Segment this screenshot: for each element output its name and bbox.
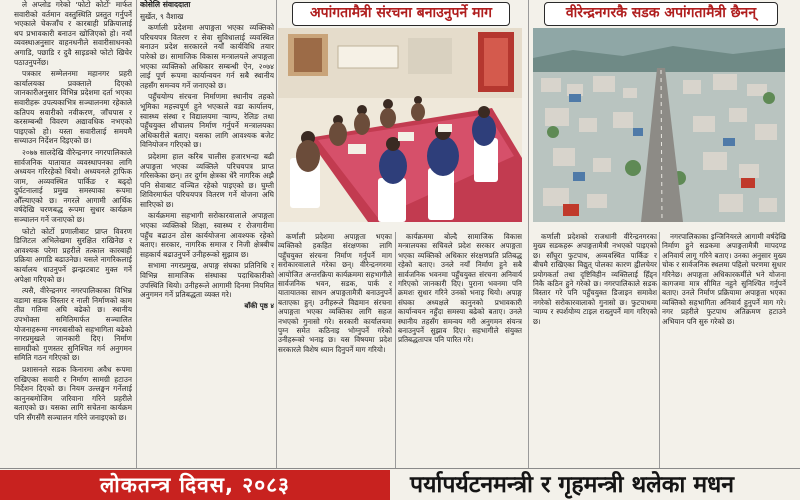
dateline: सुर्खेत, ९ वैशाख xyxy=(140,11,184,21)
left-story-column xyxy=(14,0,132,468)
second-story-paragraph: पहुँचयोग्य संरचना निर्माणमा स्थानीय तहको भूमिका महत्त्वपूर्ण हुने भएकाले वडा कार्यालय, स्वास्थ्य संस्था र विद्यालयमा र्‍याम्प, रेलिङ तथा पहुँचयुक्त शौचालय निर्माण गर्नुपर्ने मन्त्रालयका अधिकारीले बताए। यसका लागि आवश्यक बजेट विनियोजन गरिएको छ। xyxy=(140,92,274,150)
column-divider xyxy=(528,0,529,468)
city-aerial-illustration xyxy=(533,28,785,222)
column-divider xyxy=(276,0,277,468)
city-aerial-photo xyxy=(533,28,785,222)
story-two-text: नगरपालिकाका इन्जिनियरले आगामी वर्षदेखि निर्माण हुने सडकमा अपाङ्गतामैत्री मापदण्ड अनिवार्य लागू गरिने बताए। उनका अनुसार मुख्य चोक र सार्वजनिक स्थलमा पहिलो चरणमा सुधार गरिनेछ। अपाङ्गता अधिकारकर्मीले भने योजना कागजमा मात्र सीमित नहुने सुनिश्चित गर्नुपर्ने बताए। उनले निर्माण प्रक्रियामा अपाङ्गता भएका व्यक्तिको सहभागिता अनिवार्य हुनुपर्ने माग गरे। नगर प्रहरीले फुटपाथ अतिक्रमण हटाउने अभियान पनि सुरु गरेको छ। xyxy=(662,232,786,326)
left-story-paragraph: फोटो कोर्टो प्रणालीबाट प्राप्त विवरण डिजिटल अभिलेखमा सुरक्षित राखिनेछ र आवश्यक परेमा प्रहरीले तत्काल कारबाही प्रक्रिया अगाडि बढाउनेछ। यसले नागरिकलाई कार्यालय धाउनुपर्ने झन्झटबाट मुक्त गर्ने अपेक्षा गरिएको छ। xyxy=(14,226,132,284)
left-story-paragraph: ले अप्लोड गरेको 'फोटो कोर्टो' मार्फत सवारीको वर्तमान वस्तुस्थिति प्रस्तुत गर्नुपर्ने भएकाले चेकजाँच र कारबाही प्रक्रियालाई थप प्रभावकारी बनाउन खोजिएको हो। नयाँ व्यवस्थाअनुसार वाहनधनीले सवारीसाधनको अगाडि, पछाडि र दुवै साइडको फोटो खिचेर पठाउनुपर्नेछ। xyxy=(14,0,132,67)
second-story-column xyxy=(140,0,274,468)
story-one-column-2 xyxy=(398,232,522,468)
democracy-day-banner: लोकतन्त्र दिवस, २०८३ xyxy=(0,470,390,500)
story-one-headline: अपांगतामैत्री संरचना बनाउनुपर्ने माग xyxy=(292,2,510,26)
byline: कोसेलि संवाददाता xyxy=(140,0,191,9)
story-two-column-1 xyxy=(533,232,657,468)
second-story-paragraph: कार्यक्रममा सहभागी सरोकारवालाले अपाङ्गता भएका व्यक्तिको शिक्षा, स्वास्थ्य र रोजगारीमा पहुँच बढाउन ठोस कार्ययोजना आवश्यक रहेको बताए। सरकार, नागरिक समाज र निजी क्षेत्रबीच सहकार्य बढाउनुपर्ने उनीहरूको सुझाव छ। xyxy=(140,211,274,259)
column-divider xyxy=(136,0,137,468)
left-story-paragraph: २०७७ सालदेखि वीरेन्द्रनगर नगरपालिकाले सार्वजनिक यातायात व्यवस्थापनका लागि अध्ययन गरिरहेको थियो। अध्ययनले ट्राफिक जाम, अव्यवस्थित पार्किङ र बढ्दो दुर्घटनालाई प्रमुख समस्याका रूपमा औँल्याएको छ। नगरले आगामी आर्थिक वर्षदेखि चरणबद्ध रूपमा सुधार कार्यक्रम सञ्चालन गर्ने जनाएको छ। xyxy=(14,147,132,225)
second-story-paragraph: प्रदेशमा हाल करिब चालीस हजारभन्दा बढी अपाङ्गता भएका व्यक्तिले परिचयपत्र प्राप्त गरिसकेका छन्। तर दुर्गम क्षेत्रका धेरै नागरिक अझै पनि सेवाबाट वञ्चित रहेको पाइएको छ। घुम्ती शिविरमार्फत परिचयपत्र वितरण गर्ने योजना अघि सारिएको छ। xyxy=(140,151,274,209)
meeting-photo-illustration xyxy=(278,28,522,222)
continued-marker: बाँकी पृष्ठ ४ xyxy=(244,301,274,310)
story-two-headline: वीरेन्द्रनगरकै सडक अपांगतामैत्री छैनन् xyxy=(544,2,778,26)
second-story-paragraph: सभामा नगरप्रमुख, अपाङ्ग संघका प्रतिनिधि र विभिन्न सामाजिक संस्थाका पदाधिकारीको उपस्थिति थियो। उनीहरूले आगामी दिनमा नियमित अनुगमन गर्ने प्रतिबद्धता व्यक्त गरे। xyxy=(140,261,274,300)
story-two-column-2 xyxy=(662,232,786,468)
left-story-paragraph: प्रशासनले सडक किनारमा अवैध रूपमा राखिएका सवारी र निर्माण सामग्री हटाउन निर्देशन दिएको छ। नियम उल्लङ्घन गर्नेलाई कानुनबमोजिम जरिवाना गरिने प्रहरीले बताएको छ। यसका लागि सचेतना कार्यक्रम पनि सँगसँगै सञ्चालन गरिने जनाइएको छ। xyxy=(14,364,132,422)
story-one-text: कार्यक्रममा बोल्दै सामाजिक विकास मन्त्रालयका सचिवले प्रदेश सरकार अपाङ्गता भएका व्यक्तिको अधिकार संरक्षणप्रति प्रतिबद्ध रहेको बताए। उनले नयाँ निर्माण हुने सबै सार्वजनिक भवनमा पहुँचयुक्त संरचना अनिवार्य गरिएको जानकारी दिए। पुराना भवनमा पनि क्रमशः सुधार गरिने उनको भनाइ थियो। अपाङ्ग संघका अध्यक्षले कानुनको प्रभावकारी कार्यान्वयन नहुँदा समस्या बढेको बताए। उनले स्थानीय तहसँग समन्वय गरी अनुगमन संयन्त्र बनाउनुपर्ने सुझाव दिए। सहभागीले संयुक्त प्रतिबद्धतापत्र पनि पारित गरे। xyxy=(398,232,522,345)
column-divider xyxy=(395,232,396,468)
column-divider xyxy=(659,232,660,468)
left-story-paragraph: पत्रकार सम्मेलनमा महानगर प्रहरी कार्यालयका प्रवक्ताले दिएको जानकारीअनुसार विभिन्न प्रदेशमा दर्ता भएका सवारीहरू उपत्यकाभित्र सञ्चालनमा रहेकाले कतिपय सवारीको नवीकरण, जाँचपास र करसम्बन्धी विवरण अद्यावधिक नभएको पाइएको हो। यस्ता सवारीलाई समयमै सच्याउन निर्देशन दिइएको छ। xyxy=(14,69,132,146)
bottom-headline: पर्यापर्यटनमन्त्री र गृहमन्त्री थलेका मधन xyxy=(410,472,735,498)
meeting-photo xyxy=(278,28,522,222)
story-one-text: कर्णाली प्रदेशमा अपाङ्गता भएका व्यक्तिको हकहित संरक्षणका लागि पहुँचयुक्त संरचना निर्माण गर्नुपर्ने माग सरोकारवालाले गरेका छन्। वीरेन्द्रनगरमा आयोजित अन्तरक्रिया कार्यक्रममा सहभागीले सार्वजनिक भवन, सडक, पार्क र यातायातका साधन अपाङ्गतामैत्री बनाउनुपर्ने बताएका हुन्। उनीहरूले विद्यमान संरचना अपाङ्गता भएका व्यक्तिका लागि सहज नभएको गुनासो गरे। सरकारी कार्यालयमा पुग्न समेत कठिनाइ भोग्नुपर्ने गरेको उनीहरूको भनाइ छ। यस विषयमा प्रदेश सरकारले विशेष ध्यान दिनुपर्ने माग गरियो। xyxy=(278,232,392,354)
left-story-paragraph: त्यसै, वीरेन्द्रनगर नगरपालिकाका विभिन्न वडामा सडक विस्तार र नाली निर्माणको काम तीव्र गतिमा अघि बढेको छ। स्थानीय उपभोक्ता समितिमार्फत सञ्चालित योजनाहरूमा नगरबासीको सहभागिता बढेको नगरप्रमुखले जानकारी दिए। निर्माण सामग्रीको गुणस्तर सुनिश्चित गर्न अनुगमन समिति गठन गरिएको छ। xyxy=(14,286,132,363)
story-one-column-1 xyxy=(278,232,392,468)
story-two-text: कर्णाली प्रदेशको राजधानी वीरेन्द्रनगरका मुख्य सडकहरू अपाङ्गतामैत्री नभएको पाइएको छ। साँघुरा फुटपाथ, अव्यवस्थित पार्किङ र बीचमै राखिएका विद्युत् पोलका कारण ह्वीलचेयर प्रयोगकर्ता तथा दृष्टिविहीन व्यक्तिलाई हिँड्न निकै कठिन हुने गरेको छ। नगरपालिकाले सडक विस्तार गरे पनि पहुँचयुक्त डिजाइन समावेश नगरेको सरोकारवालाको गुनासो छ। फुटपाथमा र्‍याम्प र स्पर्शयोग्य टाइल राख्नुपर्ने माग गरिएको छ। xyxy=(533,232,657,326)
second-story-paragraph: कर्णाली प्रदेशमा अपाङ्गता भएका व्यक्तिको परिचयपत्र वितरण र सेवा सुविधालाई व्यवस्थित बनाउन प्रदेश सरकारले नयाँ कार्यविधि तयार पारेको छ। सामाजिक विकास मन्त्रालयले अपाङ्गता भएका व्यक्तिको अधिकार सम्बन्धी ऐन, २०७४ लाई पूर्ण रूपमा कार्यान्वयन गर्न सबै स्थानीय तहसँग समन्वय गर्ने जनाएको छ। xyxy=(140,23,274,90)
